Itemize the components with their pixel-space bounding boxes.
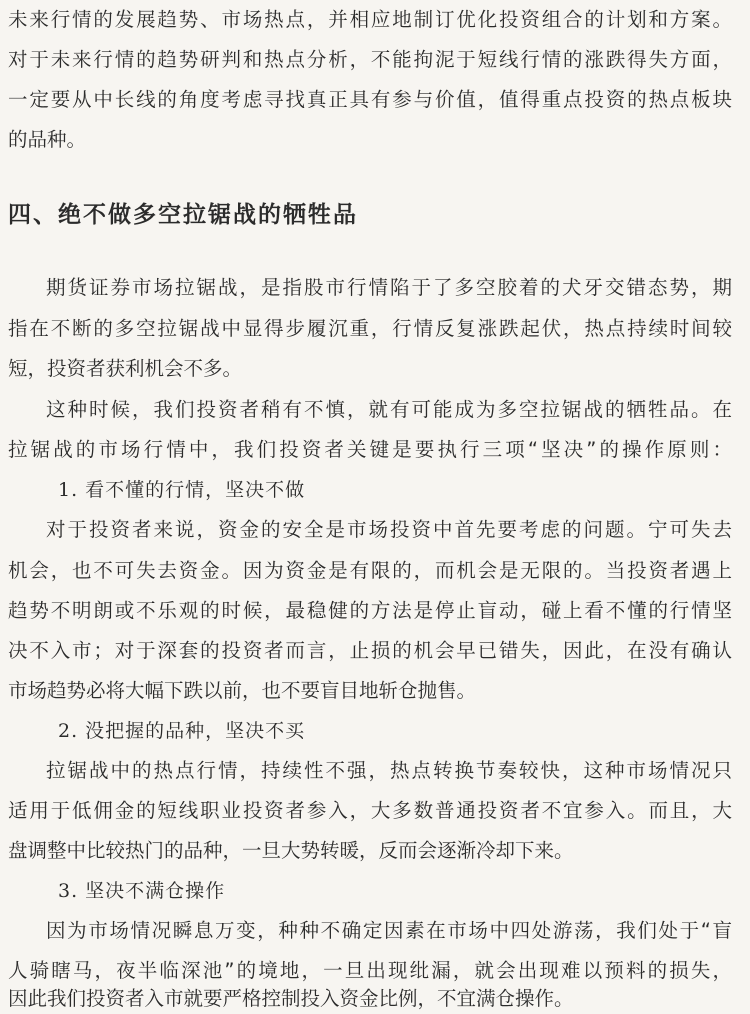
principle-title: 1. 看不懂的行情，坚决不做 [58, 479, 306, 501]
principle-line: 对于投资者来说，资金的安全是市场投资中首先要考虑的问题。宁可失去 [46, 518, 732, 541]
paragraph-line: 短，投资者获利机会不多。 [8, 357, 243, 380]
principle-title: 2. 没把握的品种，坚决不买 [58, 720, 306, 742]
principle-title: 3. 坚决不满仓操作 [58, 880, 226, 902]
principle-line: 盘调整中比较热门的品种，一旦大势转暖，反而会逐渐冷却下来。 [8, 839, 574, 862]
principle-line: 因为市场情况瞬息万变，种种不确定因素在市场中四处游荡，我们处于“盲 [46, 919, 732, 942]
section-heading: 四、绝不做多空拉锯战的牺牲品 [8, 201, 358, 228]
intro-line: 一定要从中长线的角度考虑寻找真正具有参与价值，值得重点投资的热点板块 [8, 88, 732, 111]
principle-line: 因此我们投资者入市就要严格控制投入资金比例，不宜满仓操作。 [8, 987, 574, 1010]
paragraph-line: 期货证券市场拉锯战，是指股市行情陷于了多空胶着的犬牙交错态势，期 [46, 276, 732, 299]
paragraph-line: 这种时候，我们投资者稍有不慎，就有可能成为多空拉锯战的牺牲品。在 [46, 398, 732, 421]
principle-line: 市场趋势必将大幅下跌以前，也不要盲目地斩仓抛售。 [8, 679, 477, 702]
principle-line: 适用于低佣金的短线职业投资者参入，大多数普通投资者不宜参入。而且，大 [8, 799, 732, 822]
principle-line: 决不入市；对于深套的投资者而言，止损的机会早已错失，因此，在没有确认 [8, 639, 732, 662]
intro-line: 未来行情的发展趋势、市场热点，并相应地制订优化投资组合的计划和方案。 [8, 8, 732, 31]
paragraph-line: 拉锯战的市场行情中，我们投资者关键是要执行三项“坚决”的操作原则： [8, 438, 732, 461]
intro-line: 对于未来行情的趋势研判和热点分析，不能拘泥于短线行情的涨跌得失方面， [8, 48, 732, 71]
principle-line: 人骑瞎马，夜半临深池”的境地，一旦出现纰漏，就会出现难以预料的损失， [8, 959, 732, 982]
principle-line: 拉锯战中的热点行情，持续性不强，热点转换节奏较快，这种市场情况只 [46, 759, 732, 782]
paragraph-line: 指在不断的多空拉锯战中显得步履沉重，行情反复涨跌起伏，热点持续时间较 [8, 317, 732, 340]
principle-line: 趋势不明朗或不乐观的时候，最稳健的方法是停止盲动，碰上看不懂的行情坚 [8, 599, 732, 622]
intro-line: 的品种。 [8, 128, 87, 151]
principle-line: 机会，也不可失去资金。因为资金是有限的，而机会是无限的。当投资者遇上 [8, 559, 732, 582]
